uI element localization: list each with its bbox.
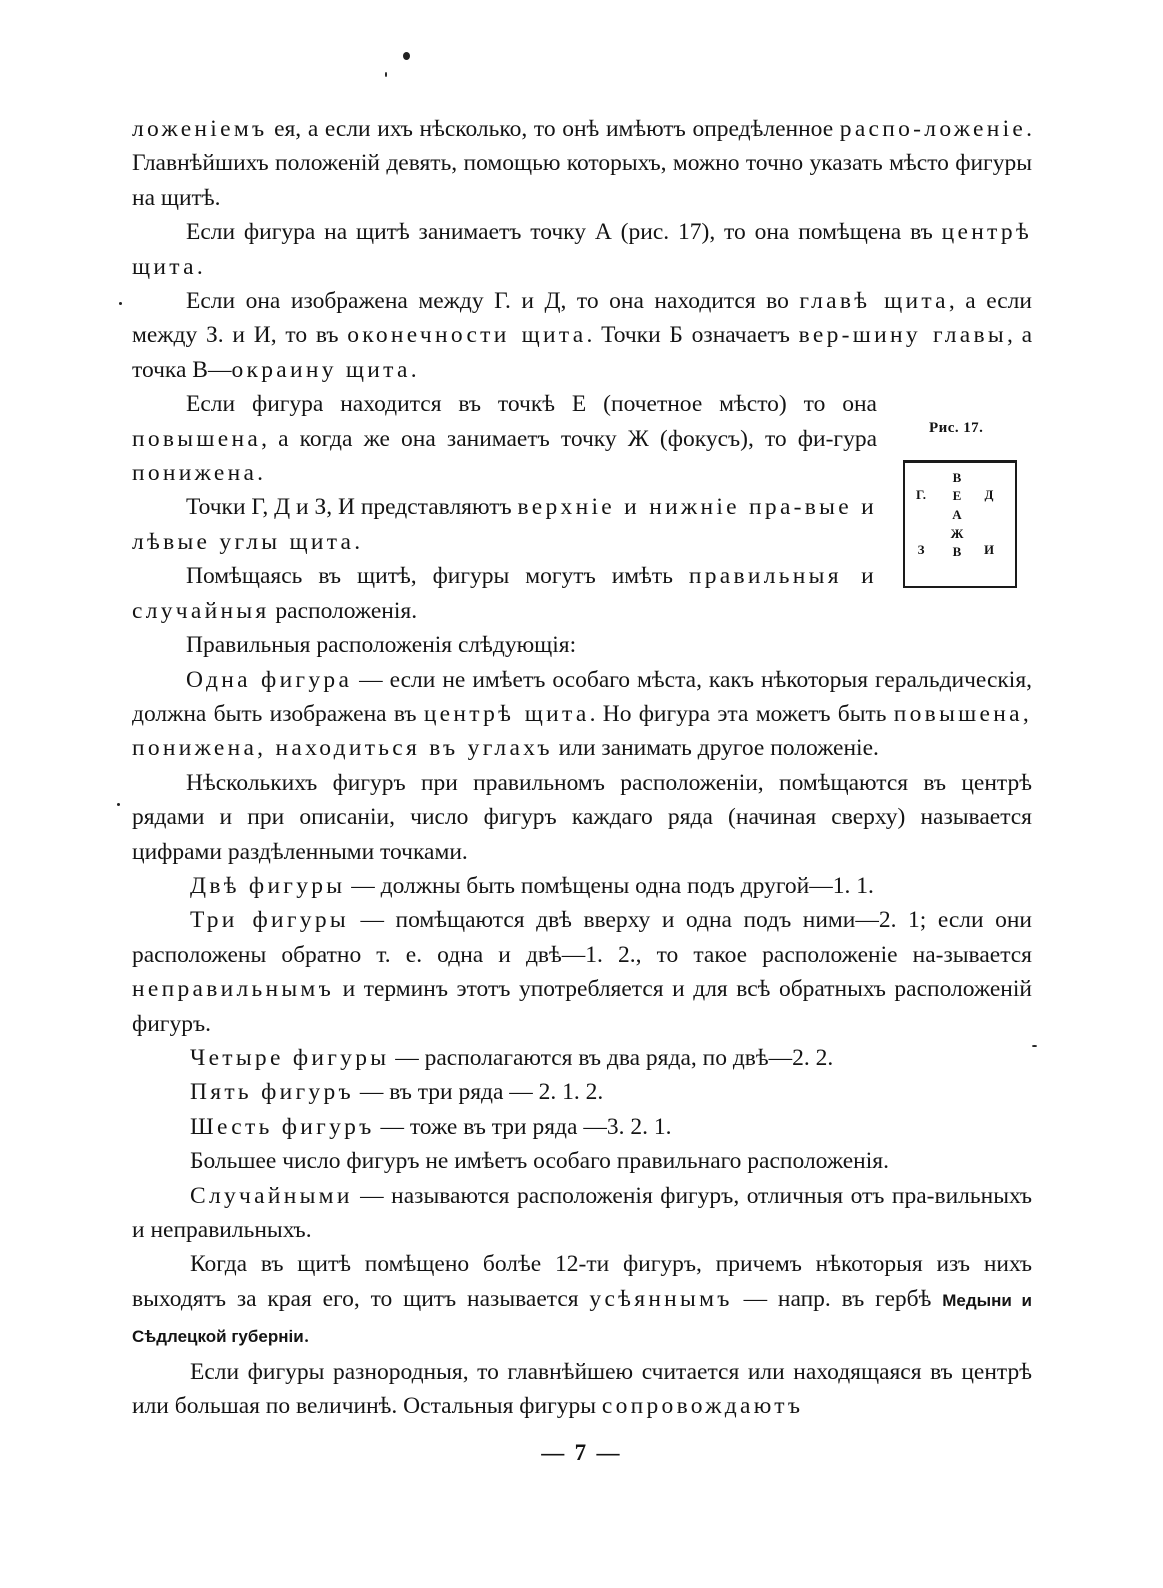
point-d-label: Д <box>984 487 994 502</box>
shield-diagram <box>903 460 1017 588</box>
print-speck <box>1032 1045 1037 1047</box>
print-speck <box>403 52 410 60</box>
print-speck <box>119 302 122 305</box>
text-beside-figure <box>132 387 877 628</box>
point-g-label: Г. <box>915 487 927 502</box>
paragraph: Помѣщаясь въ щитѣ, фигуры могутъ имѣть правильныя и случайныя расположенія. <box>132 563 877 624</box>
paragraph: Если фигура на щитѣ занимаетъ точку А (рис. 17), то она помѣщена въ центрѣ щита. <box>132 219 1032 280</box>
paragraph: Точки Г, Д и З, И представляютъ верхніе и нижніе пра-вые и лѣвые углы щита. <box>132 494 877 555</box>
paragraph: Три фигуры — помѣщаются двѣ вверху и одна подъ ними—2. 1; если они расположены обратно т. е. одна и двѣ—1. 2., то такое расположеніе на-зывается неправильнымъ и терминъ этотъ употребляется и для всѣ обратныхъ расположеній фигуръ. <box>132 907 1032 1037</box>
paragraph: Шесть фигуръ — тоже въ три ряда —3. 2. 1. <box>190 1113 672 1140</box>
figure-caption: Рис. 17. <box>929 420 984 436</box>
paragraph: Правильныя расположенія слѣдующія: <box>186 632 577 659</box>
page-number: — 7 — <box>541 1440 622 1465</box>
paragraph: Четыре фигуры — располагаются въ два ряда, по двѣ—2. 2. <box>190 1044 834 1071</box>
paragraph: Большее число фигуръ не имѣетъ особаго правильнаго расположенія. <box>190 1148 889 1175</box>
figure-17 <box>915 420 1035 600</box>
paragraph: ложеніемъ ея, а если ихъ нѣсколько, то онѣ имѣютъ опредѣленное распо-ложеніе. Главнѣйшихъ положеній девять, помощью которыхъ, можно точно указать мѣсто фигуры на щитѣ. <box>132 116 1032 211</box>
paragraph: Одна фигура — если не имѣетъ особаго мѣста, какъ нѣкоторыя геральдическія, должна быть изображена въ центрѣ щита. Но фигура эта можетъ быть повышена, понижена, находиться въ углахъ или занимать другое положеніе. <box>132 666 1033 762</box>
paragraph: Пять фигуръ — въ три ряда — 2. 1. 2. <box>190 1079 604 1106</box>
point-i-label: И <box>983 542 995 557</box>
paragraph: Когда въ щитѣ помѣщено болѣе 12-ти фигуръ, причемъ нѣкоторыя изъ нихъ выходятъ за края его, то щитъ называется усѣяннымъ — напр. въ гербѣ Медыни и Сѣдлецкой губерніи. <box>132 1251 1032 1349</box>
point-z-label: З <box>917 542 925 557</box>
point-b-label: В <box>952 470 962 485</box>
point-a-label: А <box>952 507 962 522</box>
page-body <box>132 112 1032 1423</box>
point-e-label: Е <box>952 488 962 503</box>
print-speck <box>385 72 387 77</box>
point-v-label: В <box>952 544 962 559</box>
paragraph: Если она изображена между Г. и Д, то она находится во главѣ щита, а если между З. и И, то въ оконечности щита. Точки Б означаетъ вер-шину главы, а точка В—окраину щита. <box>132 288 1033 383</box>
print-speck <box>117 803 120 806</box>
paragraph: Нѣсколькихъ фигуръ при правильномъ расположеніи, помѣщаются въ центрѣ рядами и при описаніи, число фигуръ каждаго ряда (начиная сверху) называется цифрами раздѣленными точками. <box>132 769 1032 865</box>
paragraph: Если фигура находится въ точкѣ Е (почетное мѣсто) то она повышена, а когда же она занимаетъ точку Ж (фокусъ), то фи-гура понижена. <box>132 391 877 487</box>
paragraph: Двѣ фигуры — должны быть помѣщены одна подъ другой—1. 1. <box>190 872 874 899</box>
paragraph: Случайными — называются расположенія фигуръ, отличныя отъ пра-вильныхъ и неправильныхъ. <box>132 1182 1032 1243</box>
point-zh-label: Ж <box>950 526 964 541</box>
paragraph: Если фигуры разнородныя, то главнѣйшею считается или находящаяся въ центрѣ или большая по величинѣ. Остальныя фигуры сопровождаютъ <box>132 1358 1032 1420</box>
